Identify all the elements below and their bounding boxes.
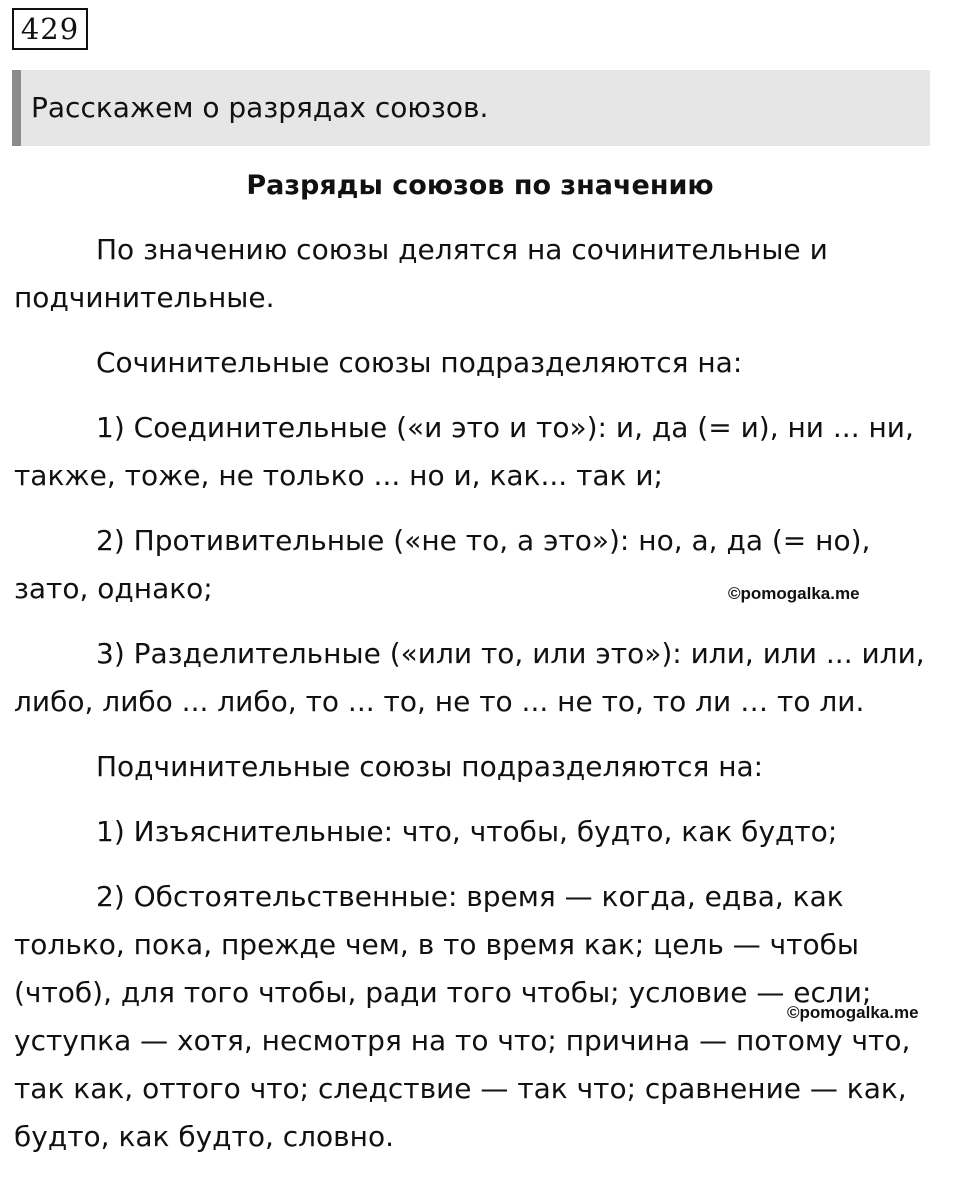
paragraph-circumstantial: 2) Обстоятельственные: время — когда, едва, как только, пока, прежде чем, в то время как; цель — чтобы (чтоб), для того чтобы, ради того чтобы; условие — если; уступка — хотя, несмотря на то что; причина — потому что, так как, оттого что; следствие — так что; сравнение — как, будто, как будто, словно. [14,880,911,1153]
exercise-number: 429 [12,8,88,50]
answer-text [14,226,942,1178]
paragraph-subordinating-header: Подчинительные союзы подразделяются на: [96,750,764,783]
task-text: Расскажем о разрядах союзов. [31,91,489,124]
watermark: ©pomogalka.me [728,584,860,603]
section-heading: Разряды союзов по значению [246,170,714,201]
paragraph-disjunctive: 3) Разделительные («или то, или это»): или, или ... или, либо, либо ... либо, то ... то, не то ... не то, то ли … то ли. [14,637,925,718]
paragraph-adversative: 2) Противительные («не то, а это»): но, а, да (= но), зато, однако; [14,524,871,605]
watermark: ©pomogalka.me [787,1003,919,1022]
paragraph-intro: По значению союзы делятся на сочинительные и подчинительные. [14,233,828,314]
paragraph-connective: 1) Соединительные («и это и то»): и, да (= и), ни ... ни, также, тоже, не только ... но и, как... так и; [14,411,914,492]
task-banner [12,70,930,146]
paragraph-coordinating-header: Сочинительные союзы подразделяются на: [96,346,743,379]
paragraph-explanatory: 1) Изъяснительные: что, чтобы, будто, как будто; [96,815,838,848]
